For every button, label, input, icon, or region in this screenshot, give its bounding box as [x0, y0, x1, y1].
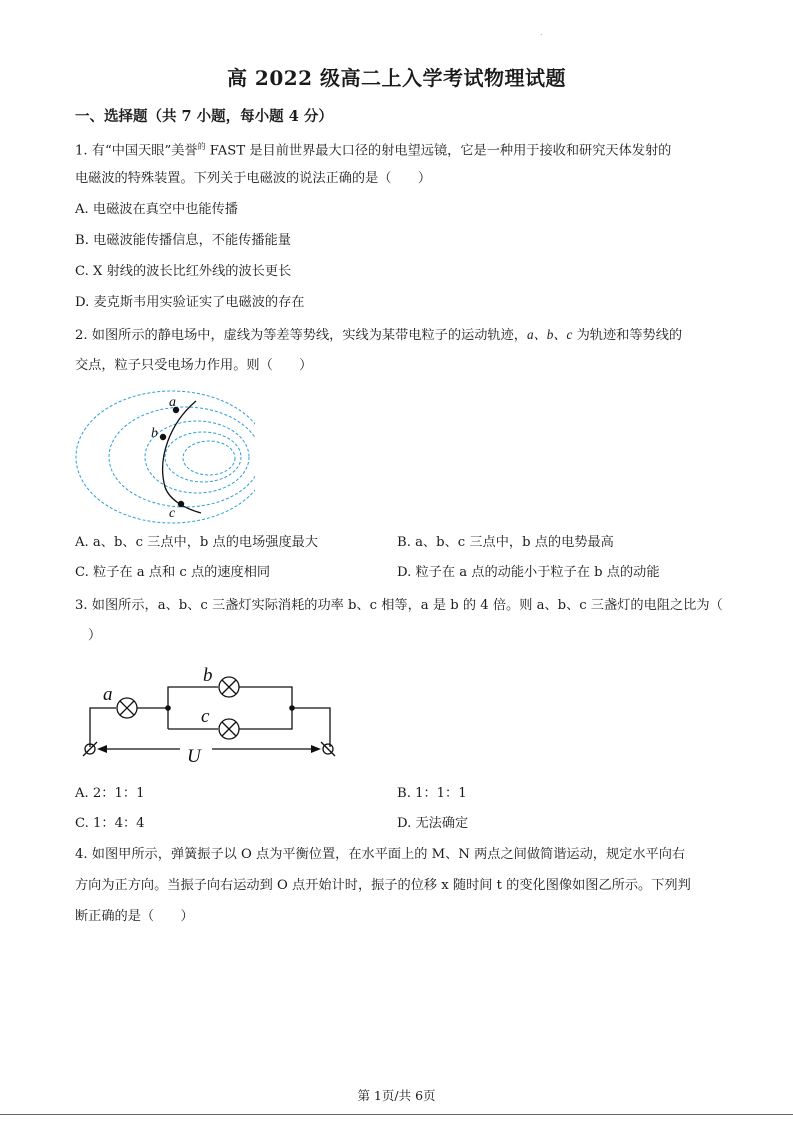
q1-option-c[interactable]: C. X 射线的波长比红外线的波长更长 [75, 264, 292, 279]
equipotential-outer [76, 391, 255, 523]
label-c: c [201, 706, 210, 727]
point-b [160, 434, 166, 440]
q2-option-b[interactable]: B. a、b、c 三点中，b 点的电势最高 [397, 535, 614, 550]
equipotential-inner [183, 441, 235, 475]
equipotential-3 [145, 421, 249, 493]
q1-option-d[interactable]: D. 麦克斯韦用实验证实了电磁波的存在 [75, 295, 305, 310]
wire-right [292, 708, 330, 747]
q1-stem-line2: 电磁波的特殊装置。下列关于电磁波的说法正确的是（ ） [75, 171, 432, 186]
arrow-right [311, 745, 321, 753]
equipotential-lines [76, 391, 255, 523]
point-c [178, 501, 184, 507]
wire-branch-right [239, 687, 292, 729]
q3-option-b[interactable]: B. 1：1：1 [397, 786, 467, 801]
q2-option-d[interactable]: D. 粒子在 a 点的动能小于粒子在 b 点的动能 [397, 565, 660, 580]
label-c: c [169, 506, 176, 521]
junction-left [165, 705, 171, 711]
arrow-left [97, 745, 107, 753]
q3-option-d[interactable]: D. 无法确定 [397, 816, 469, 831]
q3-stem-line2: ） [88, 628, 102, 643]
page-title: 高 2022 级高二上入学考试物理试题 [226, 66, 567, 90]
q1-mark: 的 [197, 142, 206, 151]
label-b: b [151, 426, 158, 441]
wire-left [90, 708, 116, 747]
scan-dot: . [540, 28, 543, 37]
q3-stem-line1: 3. 如图所示，a、b、c 三盏灯实际消耗的功率 b、c 相等，a 是 b 的 4 倍。则 a、b、c 三盏灯的电阻之比为（ [75, 598, 723, 613]
q1-stem-line1: 1. 有“中国天眼”美誉$^的$ FAST 是目前世界最大口径的射电望远镜，它是一种用于接收和研究天体发射的 [75, 142, 672, 159]
q4-stem-line1: 4. 如图甲所示，弹簧振子以 O 点为平衡位置，在水平面上的 M、N 两点之间做简谐运动，规定水平向右 [75, 847, 686, 862]
page-number: 第 1页/共 6页 [357, 1088, 436, 1103]
q4-stem-line2: 方向为正方向。当振子向右运动到 O 点开始计时，振子的位移 x 随时间 t 的变化图像如图乙所示。下列判 [75, 878, 691, 893]
q1-option-b[interactable]: B. 电磁波能传播信息，不能传播能量 [75, 233, 291, 248]
junction-right [289, 705, 295, 711]
wire-branch-left-top [168, 687, 218, 729]
q3-option-c[interactable]: C. 1：4：4 [75, 816, 145, 831]
q2-option-a[interactable]: A. a、b、c 三点中，b 点的电场强度最大 [75, 535, 319, 550]
q3-option-a[interactable]: A. 2：1：1 [75, 786, 145, 801]
q2-stem-line2: 交点，粒子只受电场力作用。则（ ） [75, 358, 313, 373]
q3-circuit-diagram [75, 660, 355, 770]
label-u: U [187, 746, 201, 767]
label-b: b [203, 665, 213, 686]
q1-option-a[interactable]: A. 电磁波在真空中也能传播 [75, 202, 238, 217]
section-heading: 一、选择题（共 7 小题，每小题 4 分） [75, 108, 333, 125]
q2-stem-line1: 2. 如图所示的静电场中，虚线为等差等势线，实线为某带电粒子的运动轨迹，a、b、c 为轨迹和等势线的 [75, 327, 683, 343]
bottom-rule [0, 1114, 793, 1115]
q2-option-c[interactable]: C. 粒子在 a 点和 c 点的速度相同 [75, 565, 271, 580]
equipotential-2 [109, 407, 255, 507]
trajectory-curve [163, 401, 201, 513]
label-a: a [169, 395, 176, 410]
q4-stem-line3: 断正确的是（ ） [75, 909, 194, 924]
q2-field-diagram [75, 383, 255, 528]
label-a: a [103, 684, 113, 705]
